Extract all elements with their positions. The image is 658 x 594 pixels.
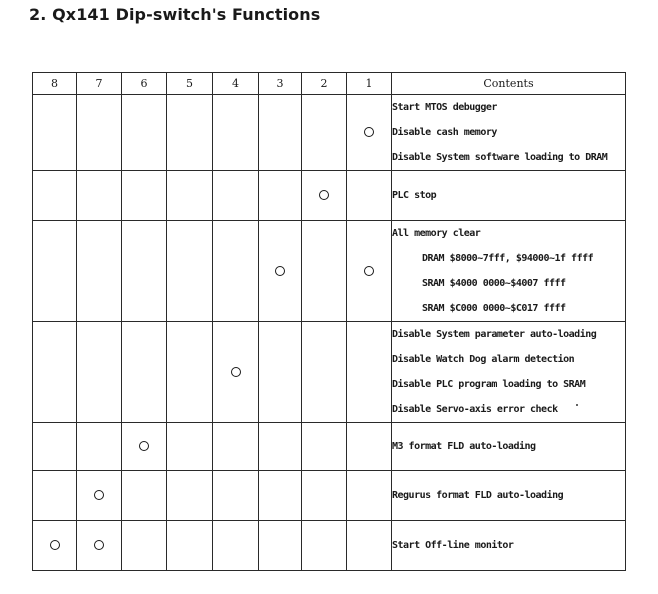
function-description: Disable Watch Dog alarm detection xyxy=(392,354,575,365)
switch-5-cell xyxy=(167,322,213,423)
switch-5-cell xyxy=(167,95,213,171)
table-row xyxy=(33,322,626,423)
column-header-switch-8: 8 xyxy=(33,73,77,95)
switch-7-cell xyxy=(77,423,122,471)
function-description: Disable Servo-axis error check xyxy=(392,404,558,415)
switch-1-cell xyxy=(347,221,392,322)
switch-6-cell xyxy=(122,521,167,571)
function-description: Regurus format FLD auto-loading xyxy=(392,490,564,501)
switch-7-cell xyxy=(77,95,122,171)
switch-on-circle-icon xyxy=(50,540,60,550)
switch-4-cell xyxy=(213,322,259,423)
switch-on-circle-icon xyxy=(231,367,241,377)
function-description: Disable PLC program loading to SRAM xyxy=(392,379,586,390)
switch-3-cell xyxy=(259,221,302,322)
table-row xyxy=(33,423,626,471)
switch-6-cell xyxy=(122,95,167,171)
header-row xyxy=(33,73,626,95)
switch-5-cell xyxy=(167,521,213,571)
switch-1-cell xyxy=(347,521,392,571)
column-header-switch-2: 2 xyxy=(302,73,347,95)
switch-8-cell xyxy=(33,95,77,171)
switch-3-cell xyxy=(259,171,302,221)
contents-cell xyxy=(392,423,626,471)
switch-4-cell xyxy=(213,171,259,221)
table-row xyxy=(33,471,626,521)
switch-6-cell xyxy=(122,423,167,471)
memory-range-line: SRAM $C000 0000~$C017 ffff xyxy=(422,303,566,314)
switch-2-cell xyxy=(302,423,347,471)
contents-cell xyxy=(392,221,626,322)
switch-on-circle-icon xyxy=(364,266,374,276)
switch-3-cell xyxy=(259,322,302,423)
column-header-switch-5: 5 xyxy=(167,73,213,95)
column-header-switch-7: 7 xyxy=(77,73,122,95)
switch-8-cell xyxy=(33,171,77,221)
memory-range-line: DRAM $8000~7fff, $94000~1f ffff xyxy=(422,253,594,264)
table-body xyxy=(33,95,626,571)
contents-cell xyxy=(392,471,626,521)
switch-7-cell xyxy=(77,471,122,521)
column-header-switch-3: 3 xyxy=(259,73,302,95)
switch-8-cell xyxy=(33,221,77,322)
function-description: All memory clear xyxy=(392,228,481,239)
switch-7-cell xyxy=(77,171,122,221)
function-description: M3 format FLD auto-loading xyxy=(392,441,536,452)
switch-on-circle-icon xyxy=(94,490,104,500)
switch-2-cell xyxy=(302,171,347,221)
switch-5-cell xyxy=(167,221,213,322)
switch-1-cell xyxy=(347,322,392,423)
switch-3-cell xyxy=(259,95,302,171)
function-description: Start Off-line monitor xyxy=(392,540,514,551)
column-header-switch-6: 6 xyxy=(122,73,167,95)
switch-3-cell xyxy=(259,471,302,521)
switch-4-cell xyxy=(213,521,259,571)
column-header-contents: Contents xyxy=(392,73,626,95)
switch-1-cell xyxy=(347,95,392,171)
function-description: Start MTOS debugger xyxy=(392,102,497,113)
switch-5-cell xyxy=(167,423,213,471)
contents-cell xyxy=(392,171,626,221)
table-row xyxy=(33,171,626,221)
switch-2-cell xyxy=(302,221,347,322)
column-header-switch-4: 4 xyxy=(213,73,259,95)
memory-range-line: SRAM $4000 0000~$4007 ffff xyxy=(422,278,566,289)
switch-3-cell xyxy=(259,423,302,471)
switch-2-cell xyxy=(302,95,347,171)
switch-4-cell xyxy=(213,471,259,521)
switch-7-cell xyxy=(77,322,122,423)
table-row xyxy=(33,521,626,571)
contents-cell xyxy=(392,521,626,571)
table-row xyxy=(33,95,626,171)
switch-2-cell xyxy=(302,521,347,571)
switch-2-cell xyxy=(302,471,347,521)
contents-cell xyxy=(392,95,626,171)
switch-1-cell xyxy=(347,423,392,471)
switch-7-cell xyxy=(77,521,122,571)
switch-on-circle-icon xyxy=(94,540,104,550)
switch-4-cell xyxy=(213,95,259,171)
switch-2-cell xyxy=(302,322,347,423)
switch-8-cell xyxy=(33,521,77,571)
switch-4-cell xyxy=(213,423,259,471)
contents-cell xyxy=(392,322,626,423)
switch-8-cell xyxy=(33,471,77,521)
switch-5-cell xyxy=(167,471,213,521)
page-title: 2. Qx141 Dip-switch's Functions xyxy=(29,5,321,24)
switch-1-cell xyxy=(347,171,392,221)
switch-5-cell xyxy=(167,171,213,221)
switch-on-circle-icon xyxy=(364,127,374,137)
switch-4-cell xyxy=(213,221,259,322)
switch-7-cell xyxy=(77,221,122,322)
switch-8-cell xyxy=(33,423,77,471)
switch-on-circle-icon xyxy=(275,266,285,276)
function-description: PLC stop xyxy=(392,190,437,201)
switch-on-circle-icon xyxy=(139,441,149,451)
switch-8-cell xyxy=(33,322,77,423)
stray-dot xyxy=(576,404,578,406)
switch-6-cell xyxy=(122,221,167,322)
switch-6-cell xyxy=(122,322,167,423)
function-description: Disable System parameter auto-loading xyxy=(392,329,597,340)
function-description: Disable cash memory xyxy=(392,127,497,138)
table-row xyxy=(33,221,626,322)
column-header-switch-1: 1 xyxy=(347,73,392,95)
switch-6-cell xyxy=(122,171,167,221)
switch-6-cell xyxy=(122,471,167,521)
function-description: Disable System software loading to DRAM xyxy=(392,152,608,163)
switch-3-cell xyxy=(259,521,302,571)
dip-switch-table xyxy=(32,72,626,571)
switch-1-cell xyxy=(347,471,392,521)
switch-on-circle-icon xyxy=(319,190,329,200)
